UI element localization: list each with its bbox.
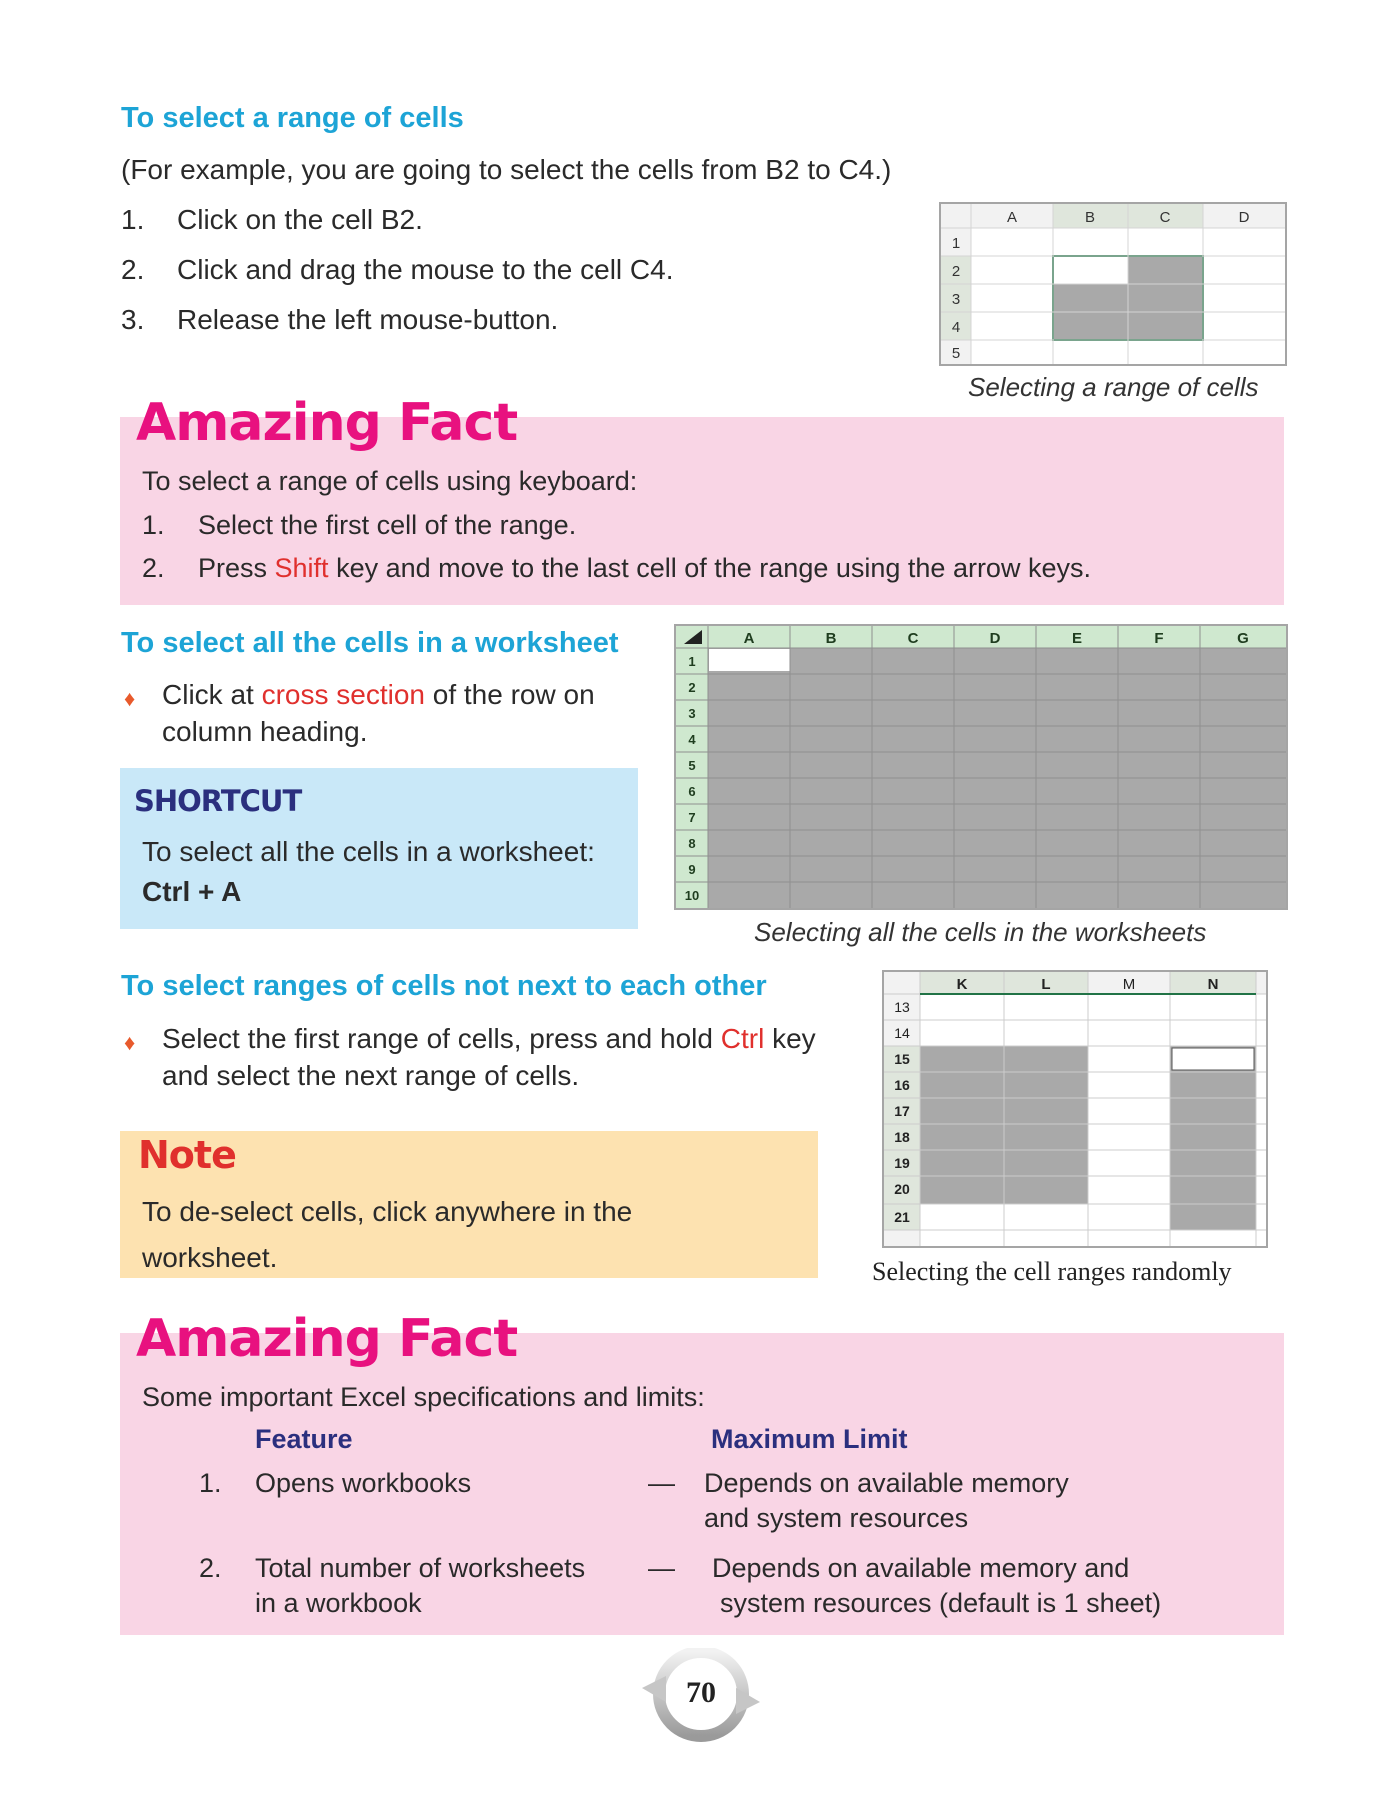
amazing-fact-intro: To select a range of cells using keyboard: [142,466,638,496]
row-header: 14 [894,1025,910,1041]
col-header: D [1238,209,1250,226]
row-header: 5 [951,345,961,362]
row-header: 4 [688,732,696,747]
table-cell-limit: Depends on available memory [704,1468,1069,1498]
col-header: F [1154,630,1164,647]
col-header: C [907,630,919,647]
list-item: 3. Release the left mouse-button. [121,304,559,335]
row-header: 4 [951,319,961,336]
amazing-fact-title: Amazing Fact [136,1309,518,1369]
page-number: 70 [686,1676,716,1709]
amazing-fact-title: Amazing Fact [136,393,518,453]
section-all-cells-heading: To select all the cells in a worksheet [121,627,619,659]
diamond-bullet-icon: ♦ [124,686,136,711]
figure-caption: Selecting the cell ranges randomly [872,1257,1232,1286]
section-range-intro: (For example, you are going to select the cells from B2 to C4.) [121,154,892,185]
amazing-fact-intro: Some important Excel specifications and limits: [142,1382,705,1412]
row-header: 9 [688,862,696,877]
table-cell-limit: system resources (default is 1 sheet) [720,1588,1162,1618]
page-number-badge [640,1648,762,1744]
col-header: K [956,976,968,993]
col-header: B [1084,209,1096,226]
row-header: 20 [894,1181,910,1197]
row-header: 21 [894,1209,910,1225]
row-header: 3 [688,706,696,721]
range-selection-figure [939,202,1287,366]
col-header: A [743,630,755,647]
row-header: 1 [688,654,696,669]
col-header: G [1237,630,1249,647]
selected-range-n [1170,1046,1256,1230]
list-item: 2. Click and drag the mouse to the cell C4. [121,254,674,285]
row-header: 8 [688,836,696,851]
row-header: 6 [688,784,696,799]
table-dash: — [648,1553,675,1583]
range-selection-grid [941,204,1285,364]
figure-caption: Selecting a range of cells [968,372,1259,402]
row-header: 18 [894,1129,910,1145]
row-header: 19 [894,1155,910,1171]
bullet-item: ♦ Click at cross section of the row on column heading. [124,679,595,747]
col-header: L [1041,976,1051,993]
shortcut-title: SHORTCUT [134,784,302,818]
row-header: 2 [688,680,696,695]
row-header: 3 [951,291,961,308]
table-cell-limit: and system resources [704,1503,969,1533]
section-range-heading: To select a range of cells [121,102,464,134]
all-cells-figure [674,624,1288,910]
bullet-item: ♦ Select the first range of cells, press and hold Ctrl key and select the next range of cells. [124,1023,816,1091]
figure-caption: Selecting all the cells in the worksheets [754,917,1207,947]
all-cells-grid [676,626,1286,908]
table-cell-feature: Opens workbooks [255,1468,472,1498]
section-non-adjacent-heading: To select ranges of cells not next to each other [121,970,767,1002]
row-header: 5 [688,758,696,773]
row-header: 10 [684,888,700,903]
table-dash: — [648,1468,675,1498]
ctrl-key-text: Ctrl [720,1023,765,1054]
shortcut-box [120,768,638,929]
shift-key-text: Shift [274,553,329,583]
cross-section-text: cross section [261,679,425,710]
row-header: 1 [951,235,961,252]
col-header: A [1006,209,1018,226]
row-header: 7 [688,810,696,825]
column-header-feature: Feature [255,1424,353,1454]
diamond-bullet-icon: ♦ [124,1030,136,1055]
table-row-number: 2. [199,1553,222,1583]
non-adjacent-figure [882,970,1268,1248]
list-item: 1. Click on the cell B2. [121,204,423,235]
col-header: M [1122,976,1136,993]
table-cell-limit: Depends on available memory and [712,1553,1130,1583]
note-box [120,1131,818,1278]
list-item: 2. Press Shift key and move to the last cell of the range using the arrow keys. [142,553,1091,583]
row-header: 15 [894,1051,910,1067]
col-header: D [989,630,1001,647]
non-adjacent-grid [884,972,1266,1246]
col-header: B [825,630,837,647]
shortcut-text: To select all the cells in a worksheet: [142,836,595,867]
note-text: To de-select cells, click anywhere in the worksheet. [142,1196,633,1273]
col-header: E [1071,630,1083,647]
shortcut-keys: Ctrl + A [142,876,242,907]
row-header: 17 [894,1103,910,1119]
col-header: C [1159,209,1171,226]
col-header: N [1207,976,1219,993]
row-header: 13 [894,999,910,1015]
note-title: Note [138,1133,236,1177]
list-item: 1. Select the first cell of the range. [142,510,577,540]
table-cell-feature: in a workbook [255,1588,422,1618]
table-cell-feature: Total number of worksheets [255,1553,586,1583]
row-header: 16 [894,1077,910,1093]
column-header-limit: Maximum Limit [711,1424,908,1454]
row-header: 2 [951,263,961,280]
table-row-number: 1. [199,1468,222,1498]
